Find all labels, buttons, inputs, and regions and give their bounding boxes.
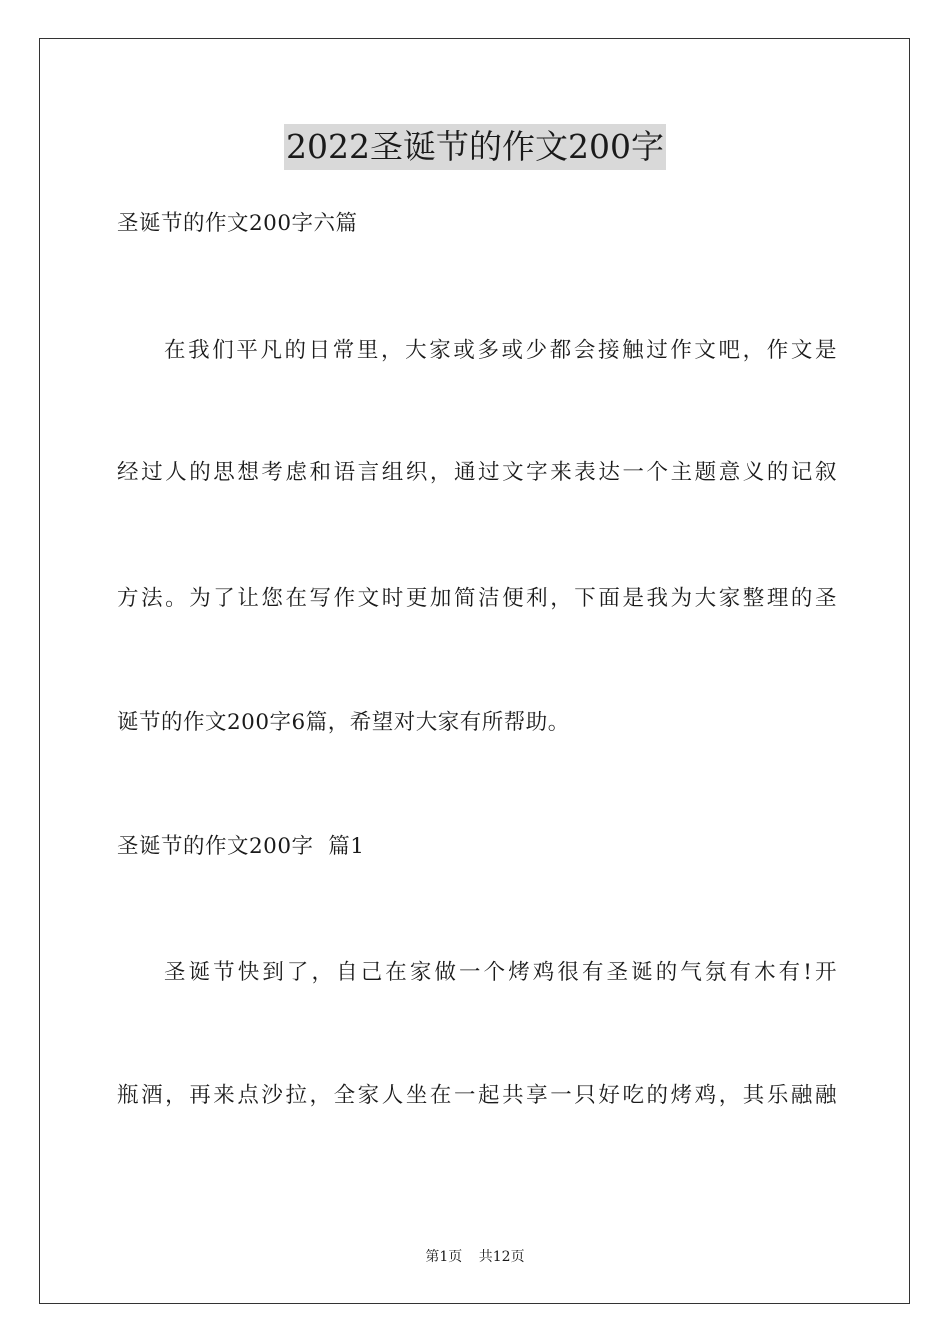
document-title: 2022圣诞节的作文200字 (284, 124, 666, 170)
intro-line-4: 诞节的作文200字6篇，希望对大家有所帮助。 (117, 710, 570, 735)
section-line-1: 圣诞节快到了，自己在家做一个烤鸡很有圣诞的气氛有木有!开 (164, 960, 837, 985)
total-pages: 共12页 (478, 1249, 525, 1265)
section-line-2: 瓶酒，再来点沙拉，全家人坐在一起共享一只好吃的烤鸡，其乐融融 (117, 1083, 837, 1108)
page-footer (0, 1247, 950, 1267)
intro-line-3: 方法。为了让您在写作文时更加简洁便利，下面是我为大家整理的圣 (117, 586, 837, 611)
intro-line-1: 在我们平凡的日常里，大家或多或少都会接触过作文吧，作文是 (164, 338, 837, 363)
section-heading: 圣诞节的作文200字 篇1 (117, 834, 365, 859)
title-container (0, 124, 950, 170)
page-number: 第1页 (425, 1249, 463, 1265)
document-subtitle: 圣诞节的作文200字六篇 (117, 211, 358, 236)
intro-line-2: 经过人的思想考虑和语言组织，通过文字来表达一个主题意义的记叙 (117, 460, 837, 485)
